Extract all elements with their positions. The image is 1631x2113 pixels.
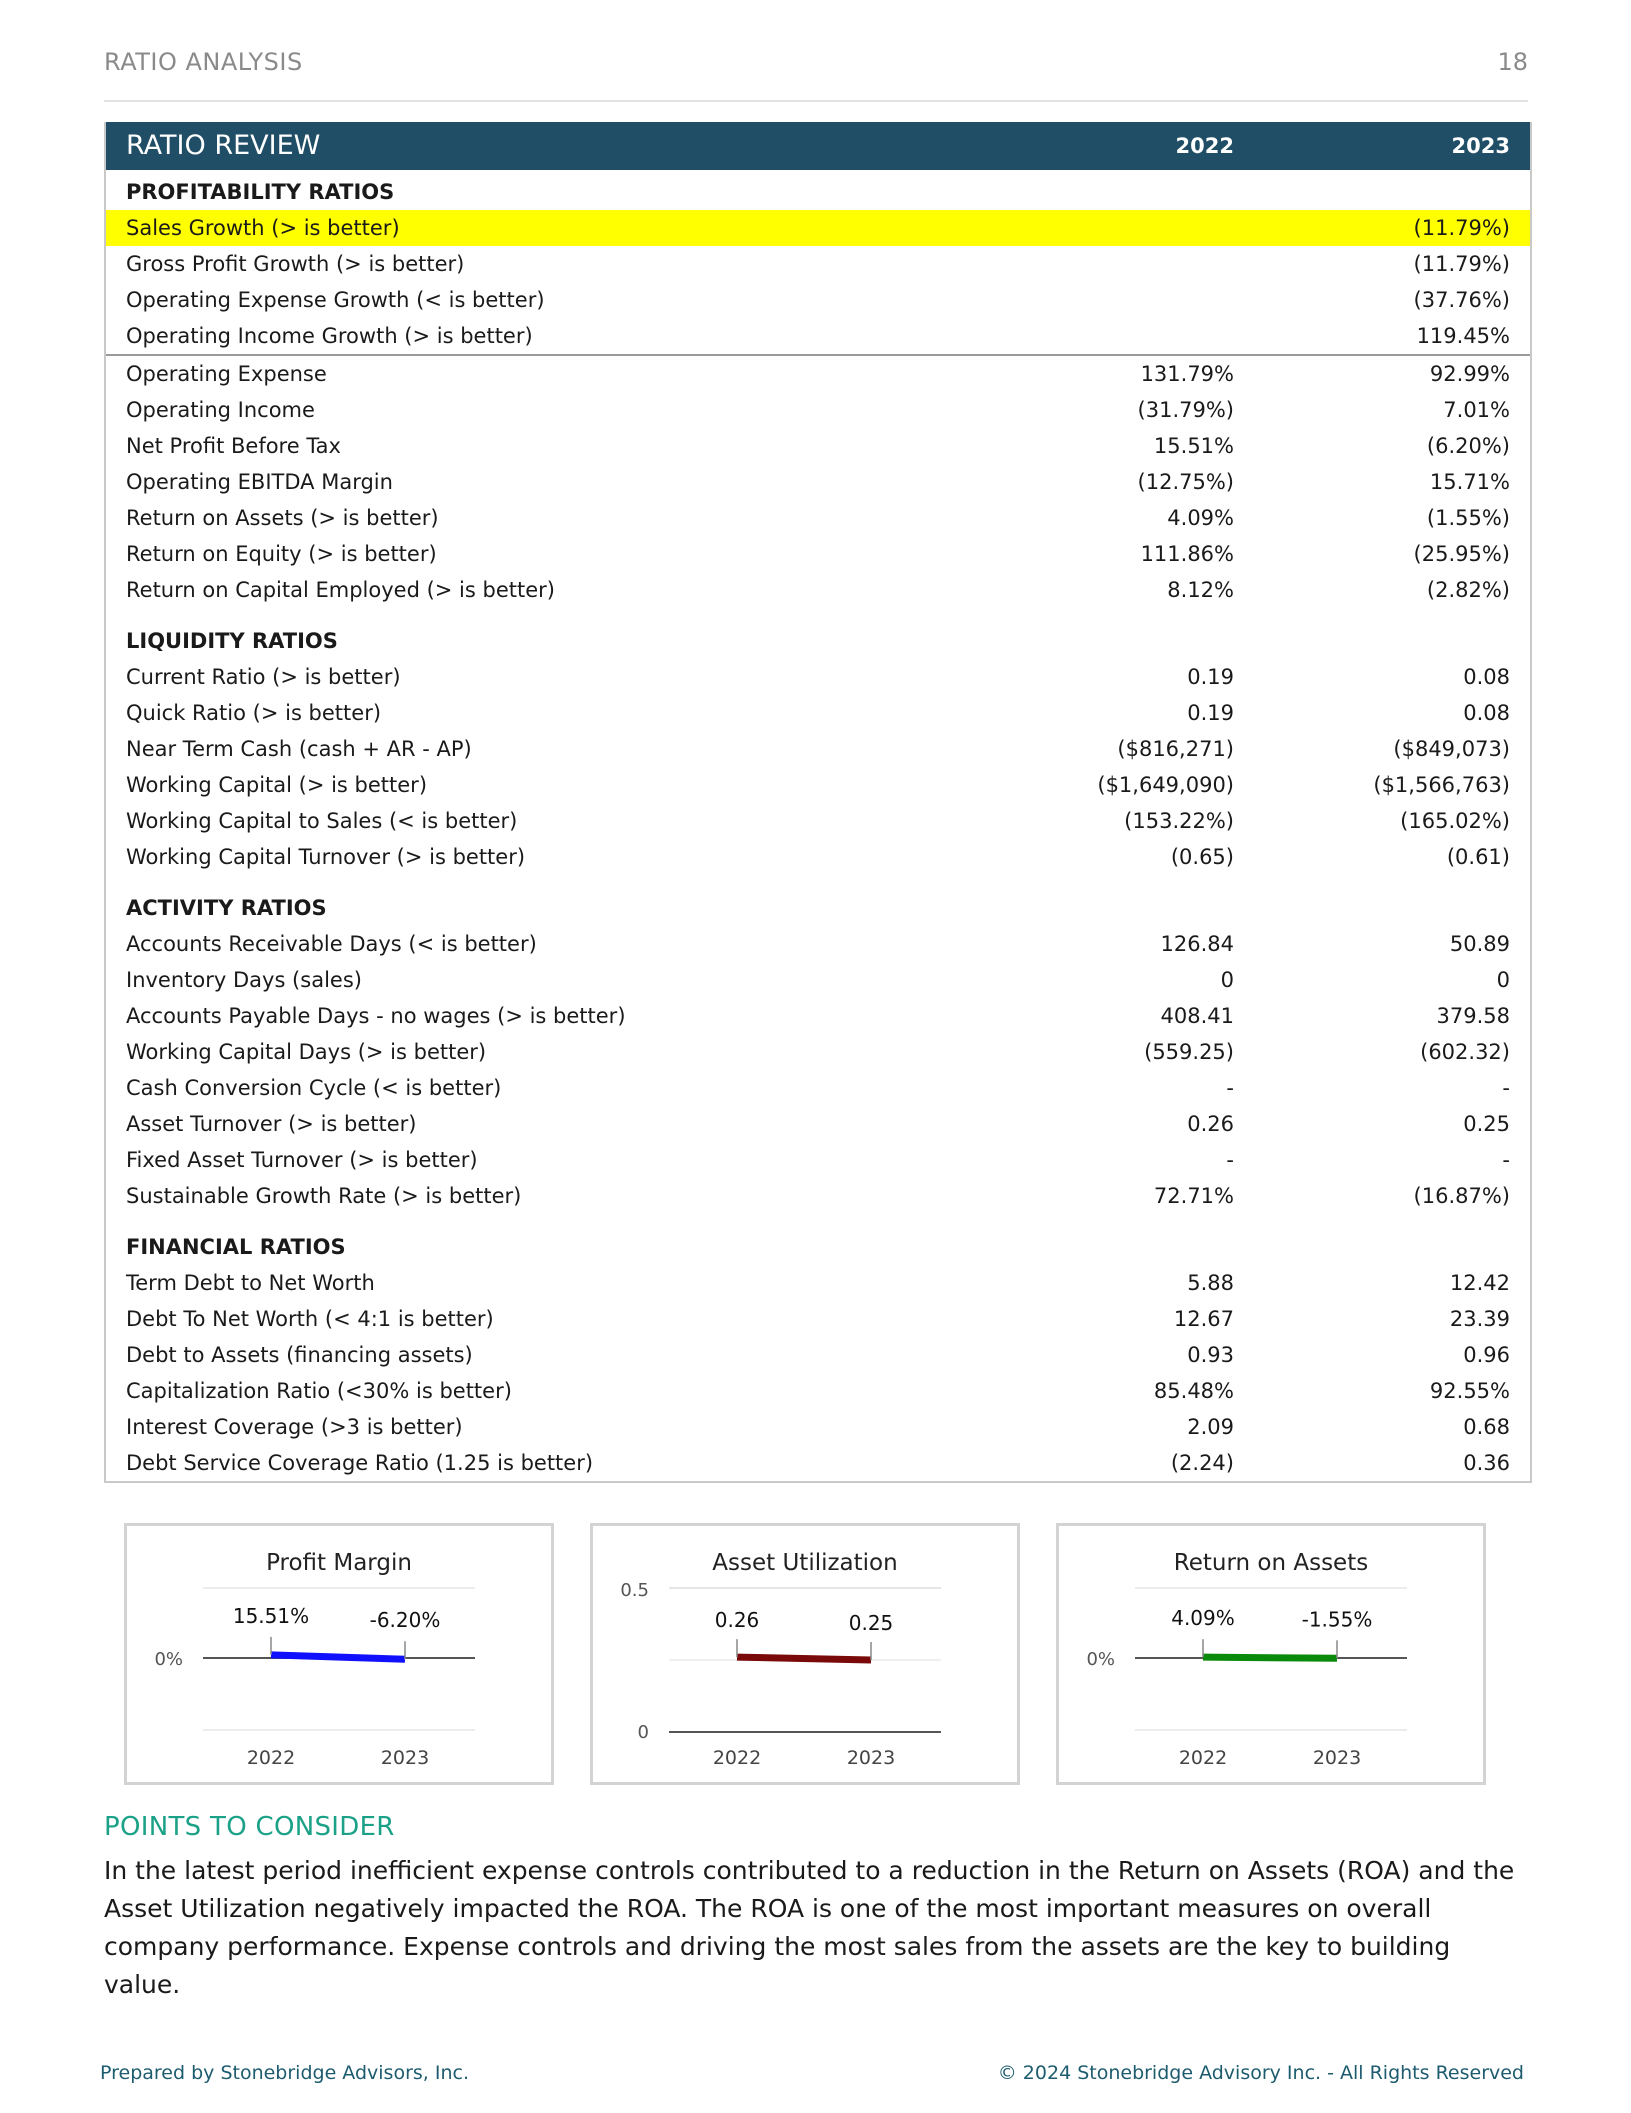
data-label: 0.26 [714, 1608, 760, 1633]
row-value-2023: 0 [1496, 968, 1510, 992]
row-value-2023: 7.01% [1443, 398, 1510, 422]
row-value-2022: 15.51% [1153, 434, 1234, 458]
data-label: -6.20% [369, 1608, 441, 1633]
row-label: Accounts Payable Days - no wages (> is better) [126, 1004, 626, 1028]
row-label: Capitalization Ratio (<30% is better) [126, 1379, 512, 1403]
table-row [106, 962, 1530, 998]
row-value-2023: 92.55% [1429, 1379, 1510, 1403]
table-row [106, 1337, 1530, 1373]
chart-title: Asset Utilization [712, 1550, 898, 1576]
table-row [106, 1301, 1530, 1337]
profit-margin-chart [124, 1523, 554, 1785]
table-row [106, 318, 1530, 356]
y-tick-label: 0% [154, 1649, 183, 1670]
table-row [106, 282, 1530, 318]
section-title: PROFITABILITY RATIOS [126, 180, 395, 204]
table-row [106, 356, 1530, 392]
row-value-2022: - [1226, 1148, 1234, 1172]
row-value-2022: 85.48% [1153, 1379, 1234, 1403]
row-label: Debt To Net Worth (< 4:1 is better) [126, 1307, 494, 1331]
row-value-2023: 92.99% [1429, 362, 1510, 386]
row-value-2022: 2.09 [1187, 1415, 1234, 1439]
row-label: Working Capital to Sales (< is better) [126, 809, 518, 833]
x-tick-label: 2023 [380, 1747, 430, 1769]
row-value-2023: 15.71% [1429, 470, 1510, 494]
x-tick-label: 2022 [712, 1747, 762, 1769]
row-label: Near Term Cash (cash + AR - AP) [126, 737, 472, 761]
row-value-2023: ($1,566,763) [1373, 773, 1510, 797]
row-label: Working Capital Days (> is better) [126, 1040, 487, 1064]
section-title: ACTIVITY RATIOS [126, 896, 327, 920]
page-header [104, 44, 1528, 102]
y-tick-label: 0% [1086, 1649, 1115, 1670]
row-value-2022: 408.41 [1160, 1004, 1234, 1028]
row-label: Inventory Days (sales) [126, 968, 362, 992]
row-label: Working Capital Turnover (> is better) [126, 845, 526, 869]
table-row [106, 926, 1530, 962]
return-on-assets-chart [1056, 1523, 1486, 1785]
table-row [106, 1106, 1530, 1142]
row-label: Operating Income [126, 398, 315, 422]
row-value-2023: (11.79%) [1413, 216, 1510, 240]
row-label: Gross Profit Growth (> is better) [126, 252, 465, 276]
page-number: 18 [1497, 48, 1528, 76]
row-label: Return on Capital Employed (> is better) [126, 578, 555, 602]
row-value-2023: (165.02%) [1400, 809, 1510, 833]
series-line [1203, 1657, 1337, 1658]
row-value-2023: - [1502, 1076, 1510, 1100]
table-row [106, 572, 1530, 608]
row-label: Debt Service Coverage Ratio (1.25 is better) [126, 1451, 594, 1475]
row-label: Net Profit Before Tax [126, 434, 341, 458]
row-label: Current Ratio (> is better) [126, 665, 401, 689]
row-value-2022: 8.12% [1167, 578, 1234, 602]
table-row [106, 695, 1530, 731]
row-value-2022: 0.19 [1187, 665, 1234, 689]
table-row [106, 1070, 1530, 1106]
x-tick-label: 2023 [1312, 1747, 1362, 1769]
column-header-year1: 2022 [1175, 134, 1234, 158]
x-tick-label: 2022 [246, 1747, 296, 1769]
table-row [106, 731, 1530, 767]
row-value-2022: ($1,649,090) [1097, 773, 1234, 797]
row-value-2022: 0 [1220, 968, 1234, 992]
row-value-2023: 12.42 [1449, 1271, 1510, 1295]
row-label: Term Debt to Net Worth [126, 1271, 375, 1295]
table-row [106, 1142, 1530, 1178]
row-label: Fixed Asset Turnover (> is better) [126, 1148, 478, 1172]
y-tick-label: 0 [637, 1722, 649, 1743]
row-value-2023: ($849,073) [1393, 737, 1510, 761]
table-header [106, 122, 1530, 170]
table-row [106, 392, 1530, 428]
table-row [106, 500, 1530, 536]
row-label: Debt to Assets (financing assets) [126, 1343, 473, 1367]
row-value-2023: 379.58 [1436, 1004, 1510, 1028]
row-label: Accounts Receivable Days (< is better) [126, 932, 537, 956]
row-value-2022: (0.65) [1170, 845, 1234, 869]
row-value-2022: ($816,271) [1117, 737, 1234, 761]
row-value-2023: 0.25 [1463, 1112, 1510, 1136]
row-value-2023: 0.08 [1463, 665, 1510, 689]
x-tick-label: 2023 [846, 1747, 896, 1769]
column-header-year2: 2023 [1451, 134, 1510, 158]
row-value-2022: 12.67 [1173, 1307, 1234, 1331]
section-title: FINANCIAL RATIOS [126, 1235, 346, 1259]
row-value-2023: 23.39 [1449, 1307, 1510, 1331]
data-label: 0.25 [848, 1611, 894, 1635]
row-label: Quick Ratio (> is better) [126, 701, 382, 725]
data-label: 15.51% [232, 1603, 310, 1628]
chart-svg [127, 1526, 551, 1782]
footer-copyright: © 2024 Stonebridge Advisory Inc. - All Rights Reserved [997, 2062, 1524, 2084]
row-label: Return on Assets (> is better) [126, 506, 439, 530]
table-row [106, 210, 1530, 246]
x-tick-label: 2022 [1178, 1747, 1228, 1769]
row-value-2023: 0.08 [1463, 701, 1510, 725]
row-value-2023: (37.76%) [1413, 288, 1510, 312]
chart-title: Profit Margin [266, 1550, 412, 1576]
row-value-2023: 0.36 [1463, 1451, 1510, 1475]
row-label: Cash Conversion Cycle (< is better) [126, 1076, 502, 1100]
row-value-2022: (2.24) [1170, 1451, 1234, 1475]
table-row [106, 998, 1530, 1034]
row-value-2022: (559.25) [1144, 1040, 1234, 1064]
row-value-2022: - [1226, 1076, 1234, 1100]
page-title: RATIO ANALYSIS [104, 48, 303, 76]
row-label: Sales Growth (> is better) [126, 216, 400, 240]
row-value-2023: - [1502, 1148, 1510, 1172]
table-row [106, 246, 1530, 282]
row-value-2022: 0.19 [1187, 701, 1234, 725]
row-value-2022: (153.22%) [1124, 809, 1234, 833]
row-value-2023: (2.82%) [1426, 578, 1510, 602]
row-label: Operating Expense [126, 362, 327, 386]
chart-title: Return on Assets [1173, 1550, 1369, 1576]
row-value-2022: 126.84 [1160, 932, 1234, 956]
data-label: 4.09% [1171, 1606, 1235, 1631]
row-value-2023: 50.89 [1449, 932, 1510, 956]
row-value-2022: 111.86% [1140, 542, 1234, 566]
row-label: Operating EBITDA Margin [126, 470, 393, 494]
row-value-2023: (0.61) [1446, 845, 1510, 869]
row-value-2023: (25.95%) [1413, 542, 1510, 566]
row-value-2023: 119.45% [1416, 324, 1510, 348]
table-body [106, 174, 1530, 1481]
row-label: Return on Equity (> is better) [126, 542, 437, 566]
row-label: Working Capital (> is better) [126, 773, 428, 797]
table-row [106, 1445, 1530, 1481]
table-row [106, 803, 1530, 839]
row-value-2022: 5.88 [1187, 1271, 1234, 1295]
table-row [106, 1265, 1530, 1301]
table-row [106, 1178, 1530, 1214]
data-label: -1.55% [1301, 1607, 1373, 1632]
table-row [106, 839, 1530, 875]
row-value-2023: (1.55%) [1426, 506, 1510, 530]
row-value-2022: 72.71% [1153, 1184, 1234, 1208]
row-value-2022: 0.93 [1187, 1343, 1234, 1367]
row-label: Asset Turnover (> is better) [126, 1112, 417, 1136]
series-line [737, 1657, 871, 1660]
row-label: Operating Income Growth (> is better) [126, 324, 533, 348]
points-to-consider-heading: POINTS TO CONSIDER [104, 1812, 395, 1842]
table-row [106, 1409, 1530, 1445]
row-value-2022: (12.75%) [1137, 470, 1234, 494]
table-row [106, 767, 1530, 803]
ratio-review-table [104, 122, 1532, 1483]
table-row [106, 659, 1530, 695]
row-value-2023: (6.20%) [1426, 434, 1510, 458]
row-value-2022: (31.79%) [1137, 398, 1234, 422]
table-title: RATIO REVIEW [126, 130, 321, 161]
row-value-2023: 0.96 [1463, 1343, 1510, 1367]
row-value-2023: (602.32) [1420, 1040, 1510, 1064]
row-value-2023: 0.68 [1463, 1415, 1510, 1439]
chart-svg [593, 1526, 1017, 1782]
row-value-2022: 4.09% [1167, 506, 1234, 530]
chart-svg [1059, 1526, 1483, 1782]
section-title: LIQUIDITY RATIOS [126, 629, 338, 653]
row-value-2023: (16.87%) [1413, 1184, 1510, 1208]
row-label: Operating Expense Growth (< is better) [126, 288, 545, 312]
table-row [106, 1373, 1530, 1409]
row-value-2022: 131.79% [1140, 362, 1234, 386]
table-row [106, 464, 1530, 500]
series-line [271, 1655, 405, 1659]
table-row [106, 536, 1530, 572]
row-value-2022: 0.26 [1187, 1112, 1234, 1136]
y-tick-label: 0.5 [620, 1580, 649, 1601]
row-value-2023: (11.79%) [1413, 252, 1510, 276]
footer-prepared-by: Prepared by Stonebridge Advisors, Inc. [100, 2062, 469, 2084]
row-label: Sustainable Growth Rate (> is better) [126, 1184, 522, 1208]
points-to-consider-body: In the latest period inefficient expense controls contributed to a reduction in the Return on Assets (ROA) and the Asset Utilization negatively impacted the ROA. The ROA is one of the most important measures on overall company performance. Expense controls and driving the most sales from the assets are the key to building value. [104, 1856, 1515, 1999]
row-label: Interest Coverage (>3 is better) [126, 1415, 463, 1439]
table-row [106, 1034, 1530, 1070]
table-row [106, 428, 1530, 464]
asset-utilization-chart [590, 1523, 1020, 1785]
